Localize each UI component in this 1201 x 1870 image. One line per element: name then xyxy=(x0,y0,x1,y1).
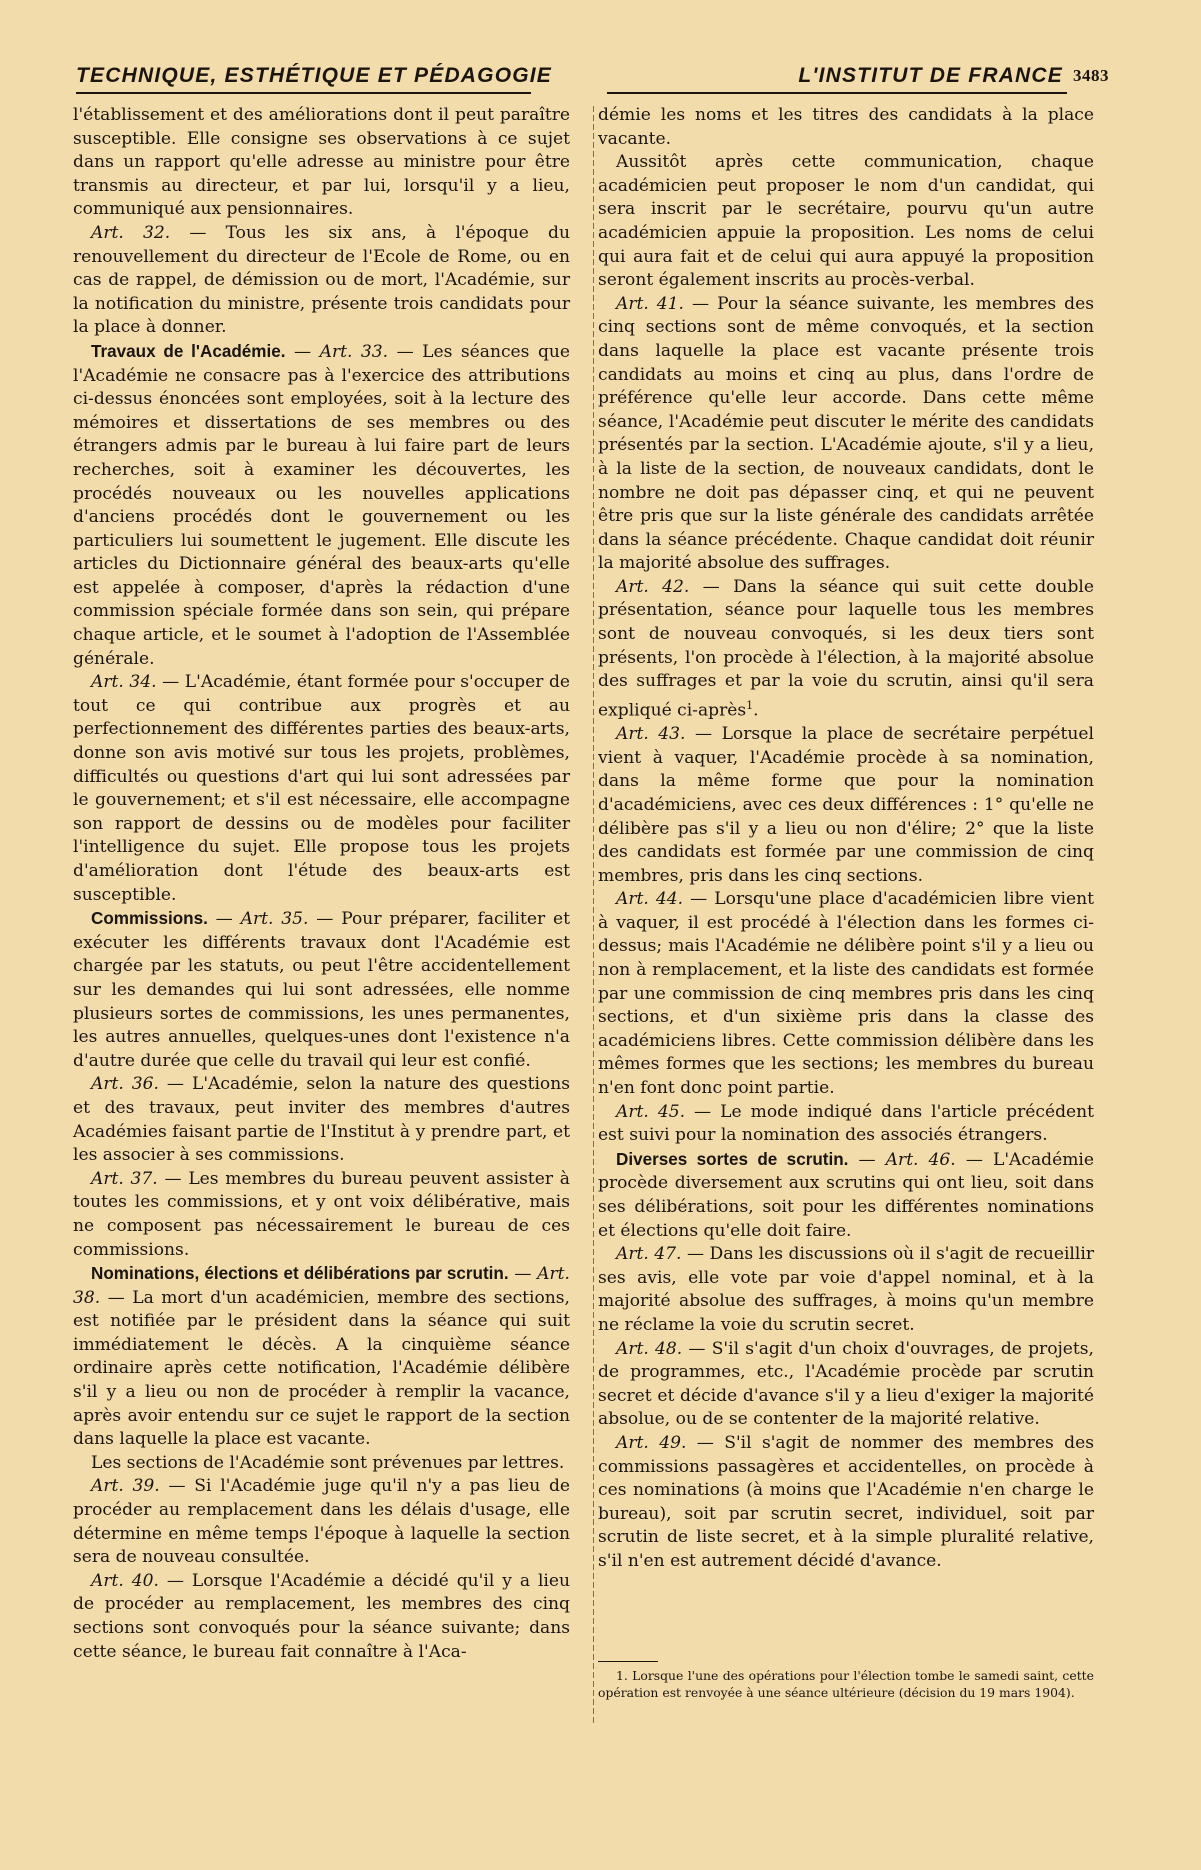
section-heading: Nominations, élections et délibérations par scrutin. xyxy=(91,1264,509,1284)
article-41 xyxy=(598,293,1094,576)
article-37 xyxy=(73,1168,570,1262)
article-text: — L'Académie, étant formée pour s'occuper de tout ce qui contribue aux progrès et au perfectionnement des différentes parties des beaux-arts, donne son avis motivé sur tous les projets, problèmes, difficultés ou questions d'art qui lui sont adressées par le gouvernement; et s'il est nécessaire, elle accompagne son rapport de dessins ou de modèles pour faciliter l'intelligence du sujet. Elle propose tous les projets d'amélioration dont l'étude des beaux-arts est susceptible. xyxy=(73,672,570,905)
article-45 xyxy=(598,1101,1094,1148)
article-label: Art. 42. xyxy=(616,576,690,597)
article-label: Art. 40. xyxy=(91,1570,159,1591)
article-text: — Lorsqu'une place d'académicien libre vient à vaquer, il est procédé à l'élection dans les formes ci-dessus; mais l'Académie ne délibère point s'il y a lieu ou non à remplacement, et la liste des candidats est formée par une commission de cinq membres pris dans les cinq sections, et d'un sixième pris dans la classe des académiciens libres. Cette commission délibère dans les mêmes formes que les sections; les membres du bureau n'en font donc point partie. xyxy=(598,889,1095,1099)
header-right-title: L'INSTITUT DE FRANCE xyxy=(798,64,1063,87)
column-divider xyxy=(593,106,594,1726)
article-49 xyxy=(598,1432,1094,1574)
article-text: — S'il s'agit de nommer des membres des commissions passagères et accidentelles, on procède à ces nominations (à moins que l'Académie n'en charge le bureau), soit par scrutin secret, individuel, soit par scrutin de liste secret, et à la simple pluralité relative, s'il n'en est autrement décidé d'avance. xyxy=(598,1432,1095,1571)
article-text-end: . xyxy=(753,700,759,721)
article-42 xyxy=(598,576,1094,723)
article-text: — Pour la séance suivante, les membres des cinq sections sont de même convoqués, et la section dans laquelle la place est vacante présente trois candidats au moins et cinq au plus, dans l'ordre de préférence qu'elle leur accorde. Dans cette même séance, l'Académie peut discuter le mérite des candidats présentés par la section. L'Académie ajoute, s'il y a lieu, à la liste de la section, de nouveaux candidats, dont le nombre ne doit pas dépasser cinq, et qui ne peuvent être pris que sur la liste générale des candidats arrêtée dans la séance précédente. Chaque candidat doit réunir la majorité absolue des suffrages. xyxy=(598,293,1094,574)
footnote-rule xyxy=(598,1661,658,1662)
article-label: Art. 36. xyxy=(91,1074,159,1095)
article-label: Art. 32. xyxy=(91,222,171,243)
article-label: Art. 44. xyxy=(616,889,684,910)
article-text: — L'Académie procède diversement aux scrutins qui ont lieu, soit dans ses délibérations, soit pour les différentes nominations et élections qu'elle doit faire. xyxy=(598,1149,1094,1241)
footnote xyxy=(598,1667,1094,1701)
article-label: Art. 45. xyxy=(616,1101,686,1122)
article-text: — Tous les six ans, à l'époque du renouvellement du directeur de l'Ecole de Rome, ou en cas de rappel, de démission ou de mort, l'Académie, sur la notification du ministre, présente trois candidats pour la place à donner. xyxy=(73,222,571,338)
page-number: 3483 xyxy=(1073,66,1109,85)
article-text: — Si l'Académie juge qu'il n'y a pas lieu de procéder au remplacement dans les délais d'usage, elle détermine en même temps l'époque à laquelle la section sera de nouveau consultée. xyxy=(73,1476,571,1568)
section-heading: Diverses sortes de scrutin. xyxy=(616,1149,849,1169)
article-43 xyxy=(598,723,1094,888)
paragraph: Les sections de l'Académie sont prévenues par lettres. xyxy=(91,1452,565,1473)
article-label: Art. 37. xyxy=(91,1168,158,1189)
article-label: Art. 34. xyxy=(91,672,157,693)
header-left-title: TECHNIQUE, ESTHÉTIQUE ET PÉDAGOGIE xyxy=(76,64,553,87)
article-label: Art. 43. xyxy=(616,724,686,745)
article-47 xyxy=(598,1243,1094,1337)
article-text: — Les séances que l'Académie ne consacre pas à l'exercice des attributions ci-dessus énoncées sont employées, soit à la lecture des mémoires et dissertations de ses membres ou des étrangers admis par le bureau à lui faire part de leurs recherches, soit à examiner les découvertes, les procédés nouveaux ou les nouvelles applications d'anciens procédés dont le gouvernement ou les particuliers lui soumettent le jugement. Elle discute les articles du Dictionnaire général des beaux-arts qu'elle est appelée à composer, d'après la rédaction d'une commission spéciale formée dans son sein, qui prépare chaque article, et le soumet à l'adoption de l'Assemblée générale. xyxy=(73,341,571,669)
header-rule-right xyxy=(607,92,1067,94)
article-label: Art. 35. xyxy=(240,909,309,930)
article-text: — Lorsque la place de secrétaire perpétuel vient à vaquer, l'Académie procède à sa nomination, dans la même forme que pour la nomination d'académiciens, avec ces deux différences : 1° qu'elle ne délibère pas s'il y a lieu ou non d'élire; 2° que la liste des candidats est formée par une commission de cinq membres, pris dans les cinq sections. xyxy=(598,724,1094,886)
article-text: — Dans les discussions où il s'agit de recueillir ses avis, elle vote par voie d'appel nominal, et à la majorité absolue des suffrages, à moins qu'un membre ne réclame la voie du scrutin secret. xyxy=(598,1244,1095,1335)
article-38: Nominations, élections et délibérations par scrutin. — Art. 38. — La mort d'un académicien, membre des sections, est notifiée par le président dans la séance qui suit immédiatement le décès. A la cinquième séance ordinaire après cette notification, l'Académie délibère s'il y a lieu ou non de procéder à remplir la vacance, après avoir entendu sur ce sujet le rapport de la section dans laquelle la place est vacante. xyxy=(73,1264,570,1450)
right-column xyxy=(598,104,1094,1574)
article-text: — Pour préparer, faciliter et exécuter les différents travaux dont l'Académie est chargée par les statuts, ou peut l'être accidentellement sur les demandes qui lui sont adressées, elle nomme plusieurs sortes de commissions, les unes permanentes, les autres annuelles, quelques-unes dont l'existence n'a d'autre durée que celle du travail qui leur est confié. xyxy=(73,909,570,1071)
article-label: Art. 41. xyxy=(616,293,684,314)
article-text: — S'il s'agit d'un choix d'ouvrages, de projets, de programmes, etc., l'Académie procède par scrutin secret et décide d'avance s'il y a lieu d'exiger la majorité absolue, ou de se contenter de la majorité relative. xyxy=(598,1338,1094,1430)
article-text: — Lorsque l'Académie a décidé qu'il y a lieu de procéder au remplacement, les membres des cinq sections sont convoqués pour la séance suivante; dans cette séance, le bureau fait connaître à l'Aca- xyxy=(73,1570,570,1662)
article-text: — Dans la séance qui suit cette double présentation, séance pour laquelle tous les membres sont de nouveau convoqués, si les deux tiers sont présents, l'on procède à l'élection, à la majorité absolue des suffrages et par la voie du scrutin, ainsi qu'il sera expliqué ci-après xyxy=(598,576,1095,721)
article-34 xyxy=(73,671,570,907)
article-44 xyxy=(598,888,1094,1100)
article-33: Travaux de l'Académie. — Art. 33. — Les séances que l'Académie ne consacre pas à l'exercice des attributions ci-dessus énoncées sont employées, soit à la lecture des mémoires et dissertations de ses membres ou des étrangers admis par le bureau à lui faire part de leurs recherches, soit à examiner les découvertes, les procédés nouveaux ou les nouvelles applications d'anciens procédés dont le gouvernement ou les particuliers lui soumettent le jugement. Elle discute les articles du Dictionnaire général des beaux-arts qu'elle est appelée à composer, d'après la rédaction d'une commission spéciale formée dans son sein, qui prépare chaque article, et le soumet à l'adoption de l'Assemblée générale. xyxy=(73,341,571,669)
article-35: Commissions. — Art. 35. — Pour préparer, faciliter et exécuter les différents travaux dont l'Académie est chargée par les statuts, ou peut l'être accidentellement sur les demandes qui lui sont adressées, elle nomme plusieurs sortes de commissions, les unes permanentes, les autres annuelles, quelques-unes dont l'existence n'a d'autre durée que celle du travail qui leur est confié. xyxy=(73,909,570,1071)
paragraph: l'établissement et des améliorations dont il peut paraître susceptible. Elle consigne ses observations à ce sujet dans un rapport qu'elle adresse au ministre pour être transmis au directeur, et par lui, lorsqu'il y a lieu, communiqué aux pensionnaires. xyxy=(73,105,570,220)
footnote-marker: 1 xyxy=(746,698,754,712)
article-label: Art. 46. xyxy=(885,1149,956,1170)
article-label: Art. 48. xyxy=(616,1338,683,1359)
article-label: Art. 39. xyxy=(91,1476,160,1497)
section-heading: Commissions. xyxy=(91,909,208,929)
article-label: Art. 33. xyxy=(319,341,389,362)
article-32 xyxy=(73,222,570,340)
article-text: — Les membres du bureau peuvent assister à toutes les commissions, et y ont voix délibérative, mais ne composent pas nécessairement le bureau de ces commissions. xyxy=(73,1168,570,1260)
article-label: Art. 38. xyxy=(73,1264,570,1308)
article-label: Art. 49. xyxy=(616,1432,687,1453)
left-column xyxy=(73,104,570,1664)
article-48 xyxy=(598,1338,1094,1432)
article-text: — L'Académie, selon la nature des questions et des travaux, peut inviter des membres d'autres Académies faisant partie de l'Institut à y prendre part, et les associer à ses commissions. xyxy=(73,1074,570,1166)
article-text: — La mort d'un académicien, membre des sections, est notifiée par le président dans la séance qui suit immédiatement le décès. A la cinquième séance ordinaire après cette notification, l'Académie délibère s'il y a lieu ou non de procéder à remplir la vacance, après avoir entendu sur ce sujet le rapport de la section dans laquelle la place est vacante. xyxy=(73,1287,570,1450)
article-label: Art. 47. xyxy=(616,1244,682,1265)
article-46: Diverses sortes de scrutin. — Art. 46. — L'Académie procède diversement aux scrutins qui ont lieu, soit dans ses délibérations, soit pour les différentes nominations et élections qu'elle doit faire. xyxy=(598,1149,1094,1241)
paragraph: Aussitôt après cette communication, chaque académicien peut proposer le nom d'un candidat, qui sera inscrit par le secrétaire, pourvu qu'un autre académicien appuie la proposition. Les noms de celui qui aura fait et de celui qui aura appuyé la proposition seront également inscrits au procès-verbal. xyxy=(598,152,1094,291)
paragraph: démie les noms et les titres des candidats à la place vacante. xyxy=(598,105,1094,149)
article-40 xyxy=(73,1570,570,1664)
running-header xyxy=(76,64,1109,92)
header-rule-left xyxy=(76,92,531,94)
article-36 xyxy=(73,1073,570,1167)
footnote-text: 1. Lorsque l'une des opérations pour l'élection tombe le samedi saint, cette opération est renvoyée à une séance ultérieure (décision du 19 mars 1904). xyxy=(598,1668,1094,1700)
section-heading: Travaux de l'Académie. xyxy=(91,341,286,361)
article-text: — Le mode indiqué dans l'article précédent est suivi pour la nomination des associés étrangers. xyxy=(598,1101,1095,1146)
article-39 xyxy=(73,1475,570,1569)
